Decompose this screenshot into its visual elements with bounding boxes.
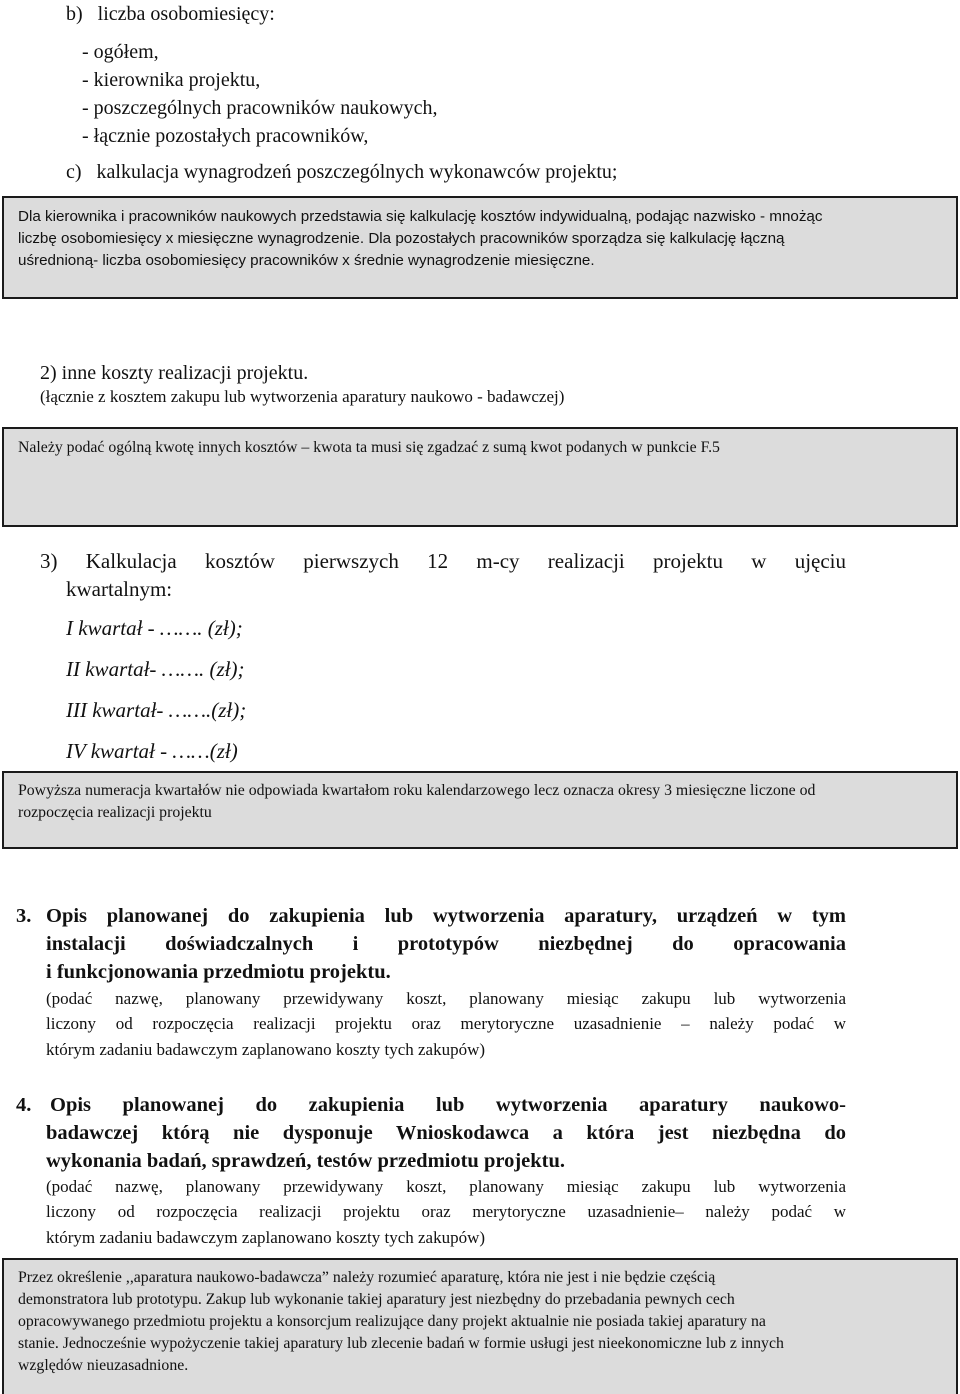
quarter-item: IV kwartał - ……(zł)	[66, 739, 238, 763]
heading-3-line: instalacji doświadczalnych i prototypów niezbędnej do opracowania	[46, 933, 846, 955]
info-box-text: Należy podać ogólną kwotę innych kosztów – kwota ta musi się zgadzać z sumą kwot podanych w punkcie F.5	[18, 439, 720, 456]
section-b-title: b) liczba osobomiesięcy:	[66, 3, 275, 25]
section-c-title: c) kalkulacja wynagrodzeń poszczególnych wykonawców projektu;	[66, 161, 618, 183]
info-box-line: stanie. Jednocześnie wypożyczenie takiej aparatury lub zlecenie badań w formie usługi jest nieekonomiczne lub z innych	[18, 1335, 784, 1352]
info-box-line: Przez określenie ,,aparatura naukowo-badawcza” należy rozumieć aparaturę, która nie jest i nie będzie częścią	[18, 1269, 716, 1286]
heading-4-line: badawczej którą nie dysponuje Wnioskodawca a która jest niezbędna do	[46, 1122, 846, 1144]
info-box-line: demonstratora lub prototypu. Zakup lub wykonanie takiej aparatury jest niezbędny do przebadania pewnych cech	[18, 1291, 735, 1308]
section-3-title-cont: kwartalnym:	[66, 577, 173, 601]
section-3-title: 3) Kalkulacja kosztów pierwszych 12 m-cy realizacji projektu w ujęciu	[40, 549, 846, 573]
heading-3-body: liczony od rozpoczęcia realizacji projektu oraz merytoryczne uzasadnienie – należy podać w	[46, 1014, 846, 1033]
info-box-line: Powyższa numeracja kwartałów nie odpowiada kwartałom roku kalendarzowego lecz oznacza okresy 3 miesięczne liczone od	[18, 782, 816, 799]
heading-4-body: liczony od rozpoczęcia realizacji projektu oraz merytoryczne uzasadnienie– należy podać w	[46, 1202, 846, 1221]
info-box-other-costs	[2, 427, 958, 527]
info-box-line: uśrednioną- liczba osobomiesięcy pracowników x średnie wynagrodzenie miesięczne.	[18, 252, 595, 269]
list-item: - kierownika projektu,	[82, 69, 261, 91]
heading-3-line: Opis planowanej do zakupienia lub wytworzenia aparatury, urządzeń w tym	[46, 905, 846, 927]
heading-3-body: (podać nazwę, planowany przewidywany koszt, planowany miesiąc zakupu lub wytworzenia	[46, 989, 846, 1008]
info-box-line: rozpoczęcia realizacji projektu	[18, 804, 212, 821]
heading-4-body: którym zadaniu badawczym zaplanowano koszty tych zakupów)	[46, 1228, 486, 1247]
list-item: - łącznie pozostałych pracowników,	[82, 125, 369, 147]
heading-3-body: którym zadaniu badawczym zaplanowano koszty tych zakupów)	[46, 1040, 486, 1059]
heading-4-line: wykonania badań, sprawdzeń, testów przedmiotu projektu.	[46, 1150, 566, 1172]
quarter-item: II kwartał- ……. (zł);	[66, 657, 245, 681]
info-box-line: względów nieuzasadnione.	[18, 1357, 189, 1374]
info-box-line: liczbę osobomiesięcy x miesięczne wynagrodzenie. Dla pozostałych pracowników sporządza się kalkulację łączną	[18, 230, 785, 247]
list-item: - poszczególnych pracowników naukowych,	[82, 97, 438, 119]
info-box-line: Dla kierownika i pracowników naukowych przedstawia się kalkulację kosztów indywidualną, podając nazwisko - mnożąc	[18, 208, 823, 225]
heading-3-number: 3.	[16, 905, 32, 927]
quarter-item: I kwartał - ……. (zł);	[66, 616, 243, 640]
quarter-item: III kwartał- …….(zł);	[66, 698, 247, 722]
info-box-quarters-note	[2, 771, 958, 849]
info-box-line: opracowywanego przedmiotu projektu a konsorcjum realizujące dany projekt aktualnie nie posiada takiej aparatury na	[18, 1313, 766, 1330]
section-2-subtitle: (łącznie z kosztem zakupu lub wytworzenia aparatury naukowo - badawczej)	[40, 387, 565, 406]
heading-4-number: 4.	[16, 1094, 32, 1116]
heading-3-line: i funkcjonowania przedmiotu projektu.	[46, 961, 391, 983]
heading-4-body: (podać nazwę, planowany przewidywany koszt, planowany miesiąc zakupu lub wytworzenia	[46, 1177, 846, 1196]
heading-4-line: Opis planowanej do zakupienia lub wytworzenia aparatury naukowo-	[50, 1094, 846, 1116]
section-2-title: 2) inne koszty realizacji projektu.	[40, 362, 309, 384]
info-box-salaries	[2, 196, 958, 299]
info-box-equipment-definition	[2, 1258, 958, 1394]
list-item: - ogółem,	[82, 41, 159, 63]
